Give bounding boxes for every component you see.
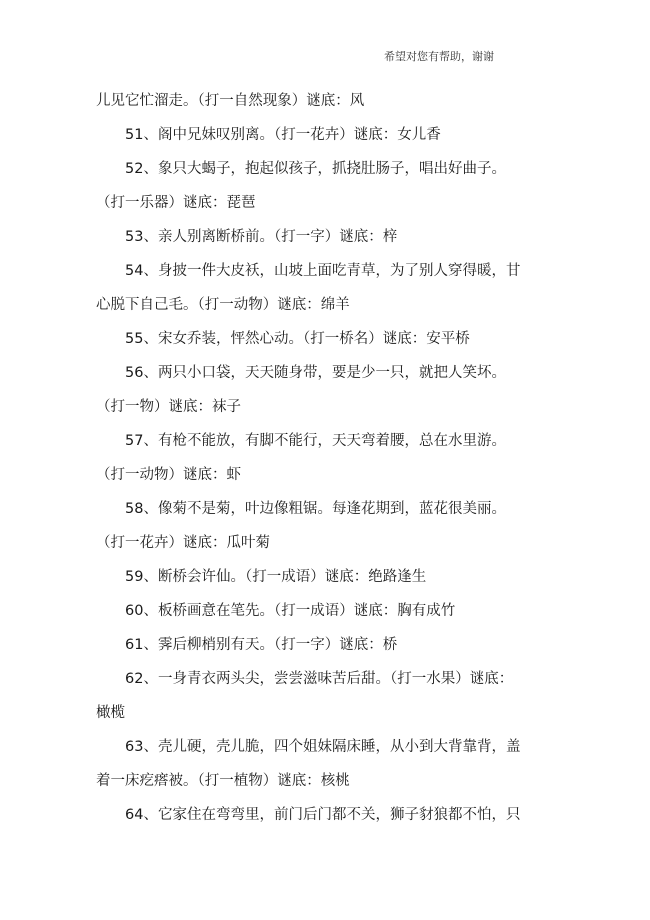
- header-note: 希望对您有帮助，谢谢: [384, 50, 494, 63]
- text-line: 63、壳儿硬，壳儿脆，四个姐妹隔床睡，从小到大背靠背，盖: [125, 739, 521, 755]
- text-line: 57、有枪不能放，有脚不能行，天天弯着腰，总在水里游。: [125, 433, 506, 449]
- text-line: 心脱下自己毛。（打一动物）谜底：绵羊: [96, 297, 350, 313]
- text-line: 儿见它忙溜走。（打一自然现象）谜底：风: [96, 93, 365, 109]
- text-line: 53、亲人别离断桥前。（打一字）谜底：梓: [125, 229, 398, 245]
- text-line: （打一乐器）谜底：琵琶: [96, 195, 256, 211]
- document-body: [96, 84, 566, 832]
- text-line: 60、板桥画意在笔先。（打一成语）谜底：胸有成竹: [125, 603, 456, 619]
- text-line: 64、它家住在弯弯里，前门后门都不关，狮子豺狼都不怕，只: [125, 807, 521, 823]
- text-line: 着一床疙瘩被。（打一植物）谜底：核桃: [96, 773, 350, 789]
- text-line: 58、像菊不是菊，叶边像粗锯。每逢花期到，蓝花很美丽。: [125, 501, 506, 517]
- text-line: 52、象只大蝎子，抱起似孩子，抓挠肚肠子，唱出好曲子。: [125, 161, 506, 177]
- text-line: （打一花卉）谜底：瓜叶菊: [96, 535, 270, 551]
- text-line: （打一物）谜底：袜子: [96, 399, 241, 415]
- text-line: 56、两只小口袋，天天随身带，要是少一只，就把人笑坏。: [125, 365, 506, 381]
- text-line: 59、断桥会许仙。（打一成语）谜底：绝路逢生: [125, 569, 427, 585]
- text-line: 橄榄: [96, 705, 125, 721]
- text-line: 55、宋女乔装，怦然心动。（打一桥名）谜底：安平桥: [125, 331, 470, 347]
- text-line: 54、身披一件大皮袄，山坡上面吃青草，为了别人穿得暖，甘: [125, 263, 521, 279]
- text-line: 61、霁后柳梢别有天。（打一字）谜底：桥: [125, 637, 398, 653]
- text-line: 62、一身青衣两头尖，尝尝滋味苦后甜。（打一水果）谜底：: [125, 671, 514, 687]
- text-line: （打一动物）谜底：虾: [96, 467, 241, 483]
- text-line: 51、阁中兄妹叹别离。（打一花卉）谜底：女儿香: [125, 127, 441, 143]
